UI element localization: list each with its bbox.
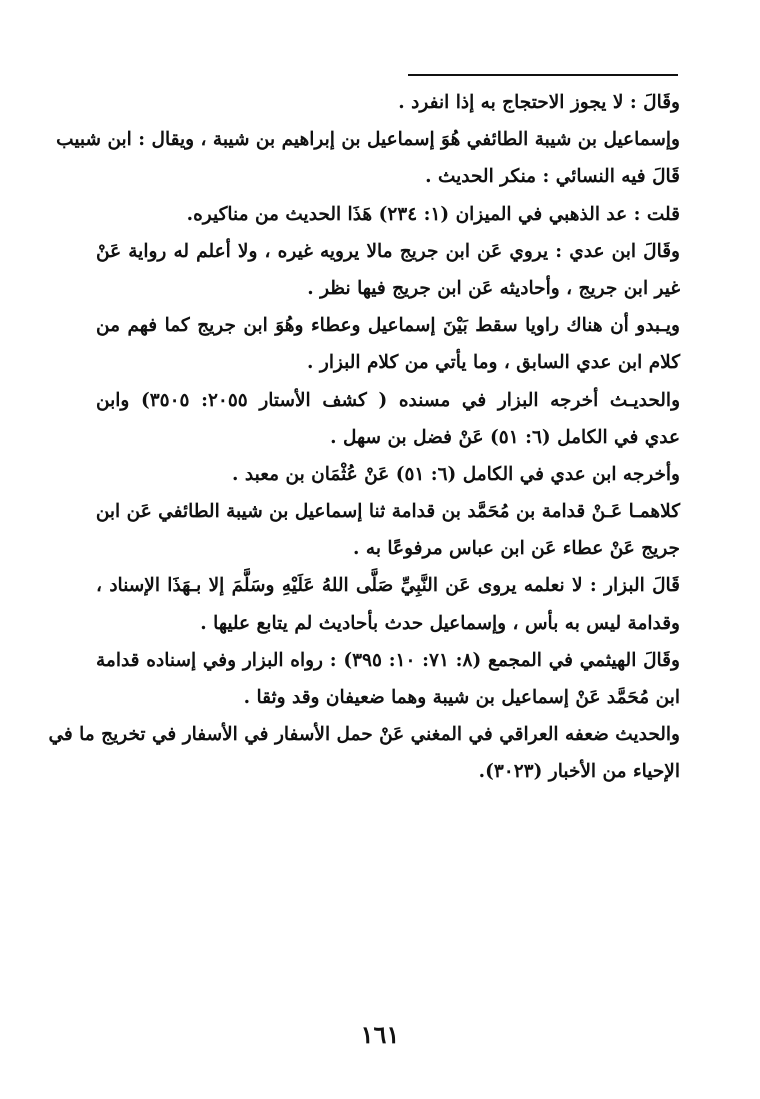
- text-line: والحديـث أخرجه البزار في مسنده ( كشف الأستار ٢٠٥٥: ٣٥٠٥) وابن: [96, 389, 681, 411]
- text-line: وقَالَ : لا يجوز الاحتجاج به إذا انفرد .: [398, 92, 680, 113]
- text-line: غير ابن جريج ، وأحاديثه عَن ابن جريج فيها نظر .: [307, 277, 680, 299]
- text-line: عدي في الكامل (٦: ٥١) عَنْ فضل بن سهل .: [330, 426, 680, 448]
- text-line: كلام ابن عدي السابق ، وما يأتي من كلام البزار .: [307, 352, 680, 374]
- text-line: وإسماعيل بن شيبة الطائفي هُوَ إسماعيل بن إبراهيم بن شيبة ، ويقال : ابن شبيب: [56, 129, 680, 151]
- text-line: ويـبدو أن هناك راويا سقط بَيْنَ إسماعيل وعطاء وهُوَ ابن جريج كما فهم من: [96, 315, 680, 337]
- footnote-separator-rule: [408, 74, 678, 76]
- text-line: ابن مُحَمَّد عَنْ إسماعيل بن شيبة وهما ضعيفان وقد وثقا .: [243, 687, 680, 708]
- text-line: جريج عَنْ عطاء عَن ابن عباس مرفوعًا به .: [353, 538, 680, 560]
- text-line: قَالَ فيه النسائي : منكر الحديث .: [425, 166, 680, 188]
- text-line: كلاهمـا عَـنْ قدامة بن مُحَمَّد بن قدامة ثنا إسماعيل بن شيبة الطائفي عَن ابن: [95, 501, 680, 523]
- text-line: الإحياء من الأخبار (٣٠٢٣).: [478, 761, 680, 783]
- text-line: والحديث ضعفه العراقي في المغني عَنْ حمل الأسفار في الأسفار في تخريج ما في: [48, 724, 680, 746]
- text-line: قَالَ البزار : لا نعلمه يروى عَن النَّبِيِّ صَلَّى اللهُ عَلَيْهِ وسَلَّمَ إلا بـهَذَا الإسناد ،: [96, 575, 680, 597]
- text-line: وأخرجه ابن عدي في الكامل (٦: ٥١) عَنْ عُثْمَان بن معبد .: [232, 463, 680, 485]
- page-number: ١٦١: [360, 1020, 400, 1049]
- text-block: [48, 84, 681, 791]
- text-line: وقَالَ الهيثمي في المجمع (٨: ٧١: ١٠: ٣٩٥) : رواه البزار وفي إسناده قدامة: [96, 649, 680, 671]
- text-line: قلت : عد الذهبي في الميزان (١: ٢٣٤) هَذَا الحديث من مناكيره.: [186, 203, 680, 225]
- text-line: وقدامة ليس به بأس ، وإسماعيل حدث بأحاديث لم يتابع عليها .: [200, 612, 680, 634]
- text-line: وقَالَ ابن عدي : يروي عَن ابن جريج مالا يرويه غيره ، ولا أعلم له رواية عَنْ: [96, 240, 680, 262]
